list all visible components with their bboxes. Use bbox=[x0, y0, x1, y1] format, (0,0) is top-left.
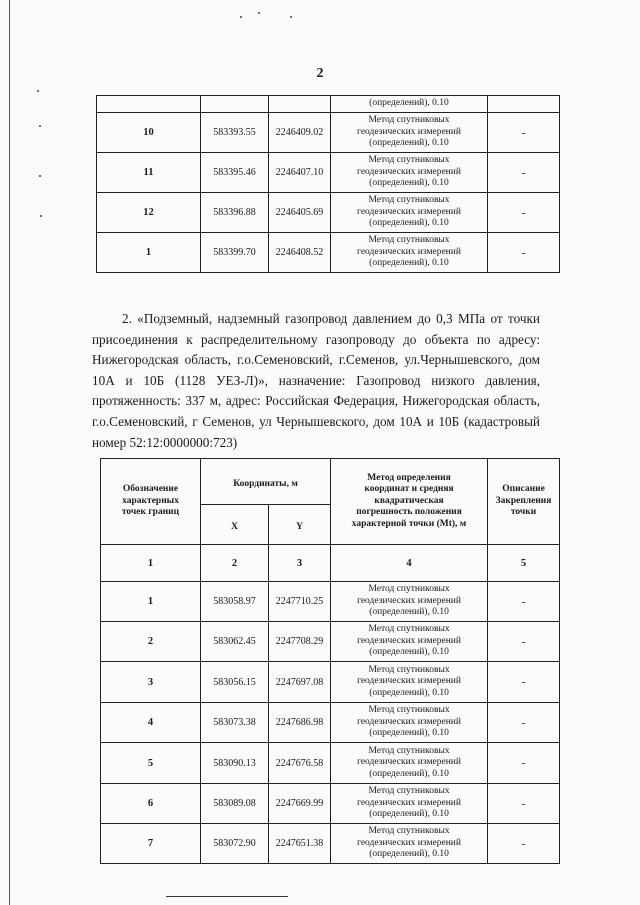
scan-speck bbox=[40, 215, 42, 217]
header-line: Y bbox=[296, 521, 303, 532]
point-number: 2 bbox=[101, 622, 201, 662]
column-number: 1 bbox=[101, 545, 201, 582]
fixation-description bbox=[488, 96, 560, 113]
method-line: (определений), 0.10 bbox=[369, 98, 449, 109]
method-line: (определений), 0.10 bbox=[369, 138, 449, 149]
header-coordinates bbox=[201, 459, 331, 505]
coordinate-y: 2247676.58 bbox=[269, 743, 331, 784]
method-line: (определений), 0.10 bbox=[369, 647, 449, 658]
method-line: Метод спутниковых bbox=[368, 195, 450, 206]
coordinate-x: 583089.08 bbox=[201, 784, 269, 824]
fixation-description: - bbox=[488, 824, 560, 864]
method-line: геодезических измерений bbox=[357, 126, 461, 137]
column-number: 5 bbox=[488, 545, 560, 582]
point-number: 11 bbox=[97, 153, 201, 193]
coordinate-y: 2247710.25 bbox=[269, 582, 331, 622]
method-line: (определений), 0.10 bbox=[369, 809, 449, 820]
header-line: Описание bbox=[502, 484, 545, 495]
header-description bbox=[488, 459, 560, 545]
coordinate-y: 2247686.98 bbox=[269, 703, 331, 743]
method-line: Метод спутниковых bbox=[368, 826, 450, 837]
method-line: (определений), 0.10 bbox=[369, 768, 449, 779]
fixation-description: - bbox=[488, 233, 560, 273]
method-line: геодезических измерений bbox=[357, 676, 461, 687]
header-line: Координаты, м bbox=[233, 478, 298, 489]
fixation-description: - bbox=[488, 743, 560, 784]
header-line: точек границ bbox=[121, 507, 180, 518]
method-cell bbox=[331, 582, 488, 622]
method-line: (определений), 0.10 bbox=[369, 728, 449, 739]
method-cell bbox=[331, 703, 488, 743]
header-x bbox=[201, 505, 269, 545]
method-cell bbox=[331, 153, 488, 193]
scan-edge-line bbox=[9, 0, 10, 905]
header-line: квадратическая bbox=[374, 495, 444, 506]
table-row bbox=[97, 113, 560, 153]
table-row bbox=[101, 824, 560, 864]
table-row bbox=[97, 193, 560, 233]
point-number: 1 bbox=[101, 582, 201, 622]
table-row bbox=[97, 153, 560, 193]
table-row bbox=[101, 662, 560, 703]
header-y bbox=[269, 505, 331, 545]
point-number bbox=[97, 96, 201, 113]
table-row bbox=[101, 743, 560, 784]
table-row bbox=[97, 96, 560, 113]
point-number: 12 bbox=[97, 193, 201, 233]
method-line: геодезических измерений bbox=[357, 797, 461, 808]
coordinate-x: 583396.88 bbox=[201, 193, 269, 233]
method-line: Метод спутниковых bbox=[368, 786, 450, 797]
coordinate-y bbox=[269, 96, 331, 113]
header-line: погрешность положения bbox=[356, 507, 462, 518]
header-point-designation bbox=[101, 459, 201, 545]
coordinate-x: 583090.13 bbox=[201, 743, 269, 784]
coordinate-y: 2247651.38 bbox=[269, 824, 331, 864]
header-line: Закрепления bbox=[495, 495, 552, 506]
column-numbers-row bbox=[101, 545, 560, 582]
table-row bbox=[101, 784, 560, 824]
scan-speck bbox=[39, 175, 41, 177]
method-cell bbox=[331, 784, 488, 824]
coordinate-x: 583056.15 bbox=[201, 662, 269, 703]
method-line: Метод спутниковых bbox=[368, 705, 450, 716]
method-line: Метод спутниковых bbox=[368, 745, 450, 756]
scan-speck bbox=[39, 125, 41, 127]
point-number: 6 bbox=[101, 784, 201, 824]
method-line: геодезических измерений bbox=[357, 716, 461, 727]
point-number: 5 bbox=[101, 743, 201, 784]
coordinate-x: 583395.46 bbox=[201, 153, 269, 193]
bottom-rule bbox=[166, 896, 288, 897]
scan-speck bbox=[37, 90, 39, 92]
coordinate-x: 583072.90 bbox=[201, 824, 269, 864]
coordinate-y: 2246409.02 bbox=[269, 113, 331, 153]
method-line: геодезических измерений bbox=[357, 635, 461, 646]
header-line: Метод определения bbox=[367, 472, 451, 483]
coordinates-table-continued bbox=[96, 95, 560, 273]
point-number: 1 bbox=[97, 233, 201, 273]
method-cell bbox=[331, 113, 488, 153]
coordinate-x: 583058.97 bbox=[201, 582, 269, 622]
table-row bbox=[101, 703, 560, 743]
method-line: (определений), 0.10 bbox=[369, 258, 449, 269]
coordinate-y: 2246405.69 bbox=[269, 193, 331, 233]
paragraph-object-description: 2. «Подземный, надземный газопровод давлением до 0,3 МПа от точки присоединения к распределительному газопроводу до объекта по адресу: Нижегородская область, г.о.Семеновский, г.Семенов, ул.Чернышевского, дом 10А и 10Б (1128 УЕЗ-Л)», назначение: Газопровод низкого давления, протяженность: 337 м, адрес: Российская Федерация, Нижегородская область, г.о.Семеновский, г Семенов, ул Чернышевского, дом 10А и 10Б (кадастровый номер 52:12:0000000:723) bbox=[92, 311, 540, 450]
method-line: (определений), 0.10 bbox=[369, 607, 449, 618]
method-line: Метод спутниковых bbox=[368, 584, 450, 595]
point-number: 4 bbox=[101, 703, 201, 743]
header-line: координат и средняя bbox=[364, 484, 454, 495]
point-number: 7 bbox=[101, 824, 201, 864]
column-number: 3 bbox=[269, 545, 331, 582]
header-line: точки bbox=[510, 507, 537, 518]
scan-speck bbox=[290, 16, 292, 18]
method-line: Метод спутниковых bbox=[368, 115, 450, 126]
fixation-description: - bbox=[488, 113, 560, 153]
fixation-description: - bbox=[488, 703, 560, 743]
table-row bbox=[97, 233, 560, 273]
coordinate-x: 583399.70 bbox=[201, 233, 269, 273]
coordinate-y: 2246407.10 bbox=[269, 153, 331, 193]
table-row bbox=[101, 582, 560, 622]
method-line: геодезических измерений bbox=[357, 166, 461, 177]
coordinate-x: 583393.55 bbox=[201, 113, 269, 153]
coordinate-x: 583073.38 bbox=[201, 703, 269, 743]
point-number: 3 bbox=[101, 662, 201, 703]
method-cell bbox=[331, 96, 488, 113]
method-cell bbox=[331, 193, 488, 233]
column-number: 4 bbox=[331, 545, 488, 582]
coordinate-x: 583062.45 bbox=[201, 622, 269, 662]
method-line: (определений), 0.10 bbox=[369, 178, 449, 189]
method-line: (определений), 0.10 bbox=[369, 218, 449, 229]
header-line: Обозначение bbox=[122, 484, 179, 495]
method-line: (определений), 0.10 bbox=[369, 687, 449, 698]
method-line: геодезических измерений bbox=[357, 757, 461, 768]
method-cell bbox=[331, 662, 488, 703]
page-number: 2 bbox=[316, 66, 324, 81]
fixation-description: - bbox=[488, 153, 560, 193]
method-line: геодезических измерений bbox=[357, 206, 461, 217]
method-cell bbox=[331, 233, 488, 273]
method-line: (определений), 0.10 bbox=[369, 849, 449, 860]
header-method bbox=[331, 459, 488, 545]
method-cell bbox=[331, 743, 488, 784]
fixation-description: - bbox=[488, 582, 560, 622]
column-number: 2 bbox=[201, 545, 269, 582]
table-header-row bbox=[101, 459, 560, 505]
method-line: Метод спутниковых bbox=[368, 624, 450, 635]
header-line: характерных bbox=[122, 495, 179, 506]
coordinate-y: 2247697.08 bbox=[269, 662, 331, 703]
coordinate-x bbox=[201, 96, 269, 113]
method-line: геодезических измерений bbox=[357, 595, 461, 606]
coordinate-y: 2247708.29 bbox=[269, 622, 331, 662]
coordinates-table bbox=[100, 458, 560, 864]
scan-speck bbox=[258, 12, 260, 14]
method-line: Метод спутниковых bbox=[368, 155, 450, 166]
header-line: X bbox=[231, 521, 238, 532]
fixation-description: - bbox=[488, 662, 560, 703]
scan-speck bbox=[240, 16, 242, 18]
method-line: Метод спутниковых bbox=[368, 664, 450, 675]
fixation-description: - bbox=[488, 622, 560, 662]
method-line: геодезических измерений bbox=[357, 246, 461, 257]
fixation-description: - bbox=[488, 784, 560, 824]
table-row bbox=[101, 622, 560, 662]
table-body bbox=[97, 96, 560, 273]
coordinate-y: 2247669.99 bbox=[269, 784, 331, 824]
point-number: 10 bbox=[97, 113, 201, 153]
method-cell bbox=[331, 824, 488, 864]
coordinate-y: 2246408.52 bbox=[269, 233, 331, 273]
method-cell bbox=[331, 622, 488, 662]
method-line: Метод спутниковых bbox=[368, 235, 450, 246]
fixation-description: - bbox=[488, 193, 560, 233]
table-body bbox=[101, 582, 560, 864]
method-line: геодезических измерений bbox=[357, 837, 461, 848]
header-line: характерной точки (Mt), м bbox=[351, 518, 467, 529]
